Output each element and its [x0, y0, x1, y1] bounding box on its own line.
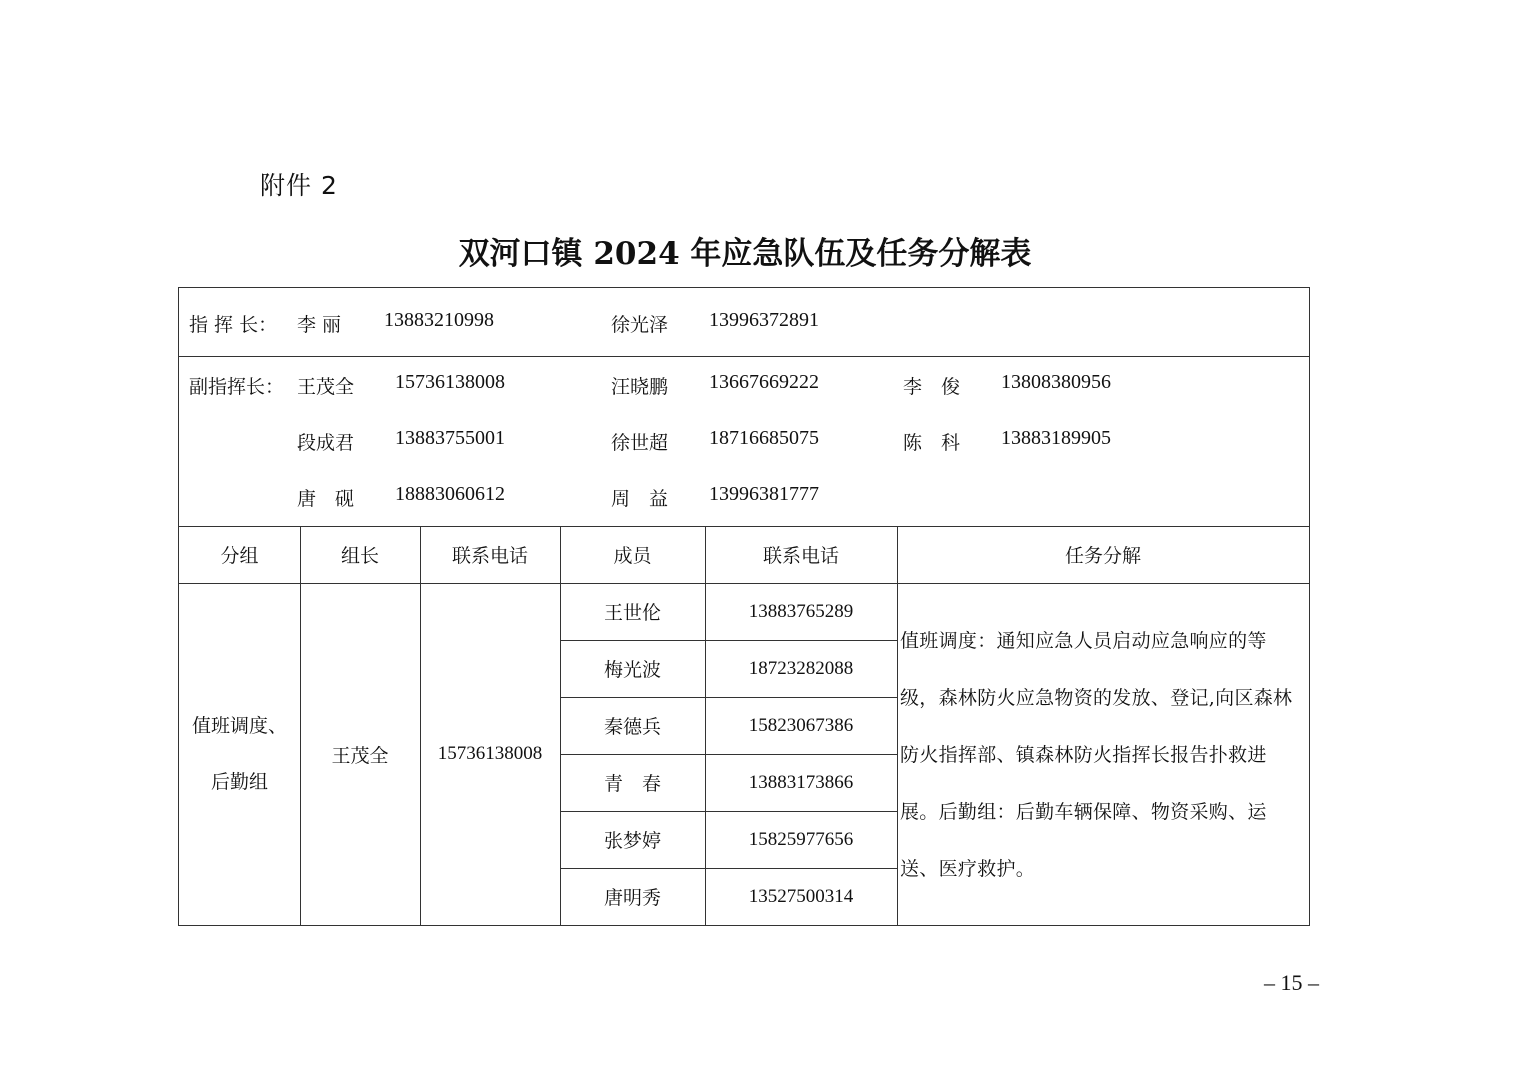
- member-name: 青 春: [603, 773, 661, 795]
- group-name-line: 后勤组: [210, 771, 268, 793]
- deputy-name: 李 俊: [903, 376, 961, 398]
- member-name: 唐明秀: [603, 887, 661, 909]
- commander-name: 徐光泽: [611, 314, 669, 336]
- commander-label: 指 挥 长：: [189, 314, 278, 336]
- commander-phone: 13883210998: [384, 309, 494, 331]
- header-member-phone: 联系电话: [762, 545, 839, 567]
- member-name: 王世伦: [603, 602, 661, 624]
- member-name: 张梦婷: [603, 830, 661, 852]
- member-phone: 13883173866: [748, 771, 854, 793]
- commander-name: 李 丽: [297, 314, 342, 336]
- member-phone: 15823067386: [748, 714, 854, 736]
- task-description: 值班调度：通知应急人员启动应急响应的等级，森林防火应急物资的发放、登记,向区森林防火指挥部、镇森林防火指挥长报告扑救进展。后勤组：后勤车辆保障、物资采购、运送、医疗救护。: [900, 630, 1293, 880]
- member-name: 秦德兵: [603, 716, 661, 738]
- deputy-phone: 13667669222: [709, 371, 819, 393]
- document-title: 双河口镇 2024 年应急队伍及任务分解表: [458, 236, 1032, 272]
- group-name: [179, 583, 300, 925]
- deputy-phone: 18716685075: [709, 427, 819, 449]
- group-name-line: 值班调度、: [191, 715, 287, 737]
- commander-phone: 13996372891: [709, 309, 819, 331]
- deputy-name: 汪晓鹏: [611, 376, 669, 398]
- header-member: 成员: [613, 545, 652, 567]
- deputy-label: 副指挥长：: [189, 376, 285, 398]
- deputy-phone: 13808380956: [1001, 371, 1111, 393]
- deputy-name: 段成君: [297, 432, 355, 454]
- member-phone: 18723282088: [748, 657, 854, 679]
- header-leader: 组长: [340, 545, 379, 567]
- deputy-name: 陈 科: [903, 432, 961, 454]
- deputy-name: 周 益: [611, 488, 669, 510]
- col-divider: [897, 526, 898, 925]
- deputy-name: 徐世超: [611, 432, 669, 454]
- deputy-phone: 13883755001: [395, 427, 505, 449]
- member-name: 梅光波: [603, 659, 661, 681]
- attachment-label: 附件 2: [260, 171, 338, 200]
- page-number: – 15 –: [1264, 970, 1319, 995]
- emergency-team-table: [178, 287, 1310, 926]
- deputy-phone: 13883189905: [1001, 427, 1111, 449]
- header-group: 分组: [220, 545, 259, 567]
- deputy-name: 王茂全: [297, 376, 355, 398]
- header-tasks: 任务分解: [1064, 545, 1141, 567]
- member-phone: 13883765289: [748, 600, 854, 622]
- deputy-phone: 13996381777: [709, 483, 819, 505]
- header-leader-phone: 联系电话: [451, 545, 528, 567]
- deputy-name: 唐 砚: [297, 488, 355, 510]
- member-phone: 13527500314: [748, 885, 854, 907]
- deputy-phone: 15736138008: [395, 371, 505, 393]
- group-leader-phone: 15736138008: [437, 743, 543, 764]
- row-divider: [179, 356, 1309, 357]
- deputy-phone: 18883060612: [395, 483, 505, 505]
- group-leader: 王茂全: [331, 744, 389, 767]
- member-phone: 15825977656: [748, 828, 854, 850]
